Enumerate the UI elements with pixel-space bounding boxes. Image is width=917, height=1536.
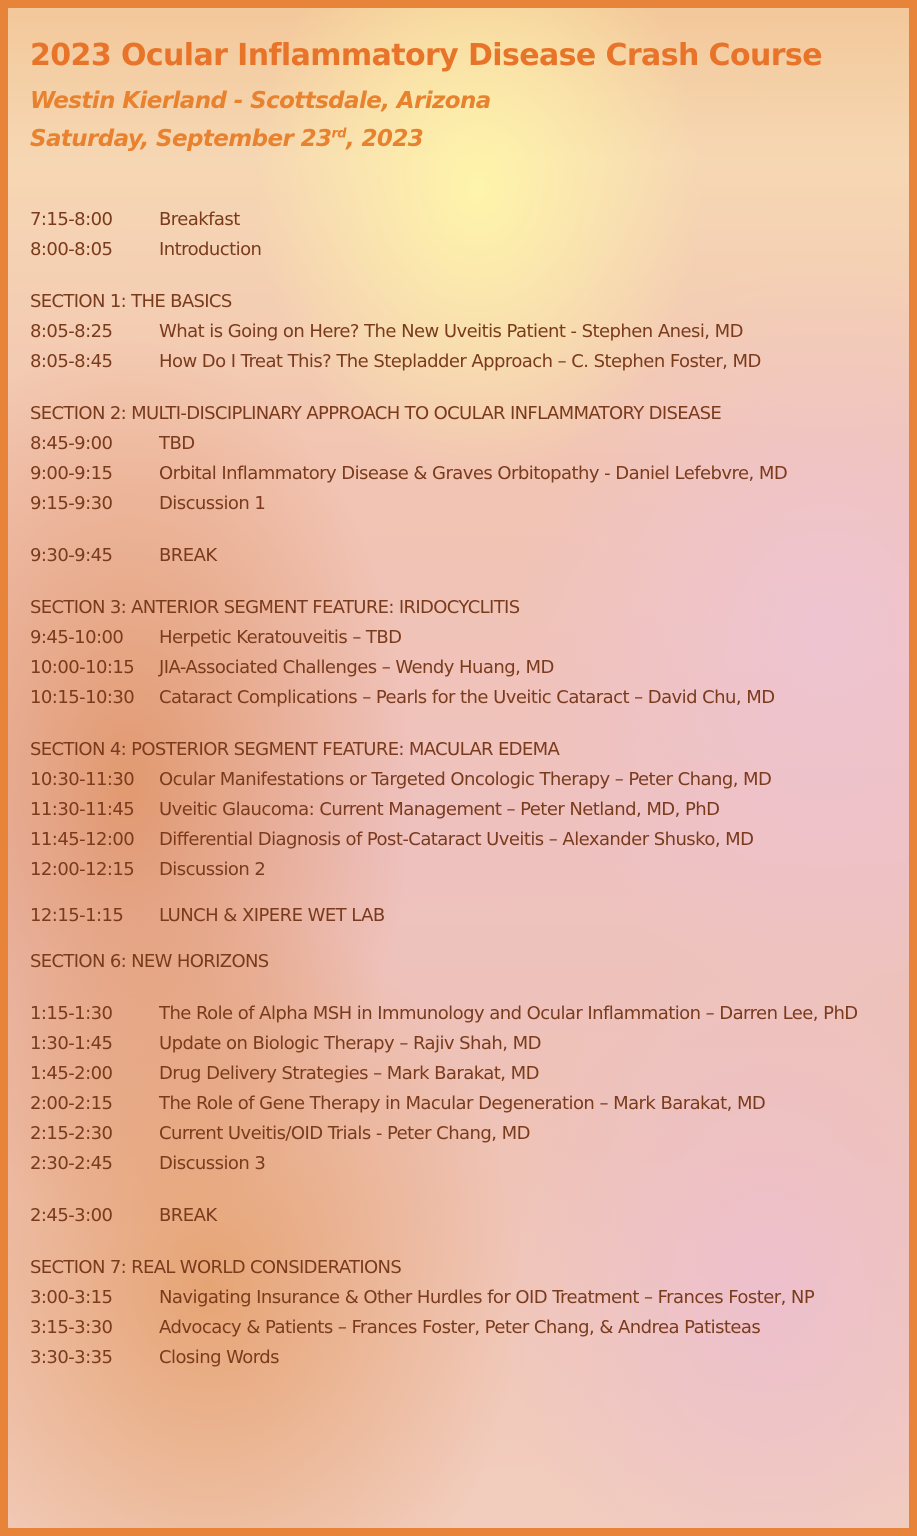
session-time: 1:15-1:30 — [30, 1002, 113, 1024]
session-title: Discussion 3 — [159, 1152, 266, 1174]
page-title: 2023 Ocular Inflammatory Disease Crash Course — [30, 38, 822, 73]
session-time: 2:45-3:00 — [30, 1204, 113, 1226]
break-row — [30, 1200, 890, 1230]
schedule-row — [30, 458, 890, 488]
session-time: 9:00-9:15 — [30, 462, 113, 484]
section-heading: SECTION 7: REAL WORLD CONSIDERATIONS — [30, 1256, 402, 1278]
schedule-row — [30, 1058, 890, 1088]
schedule-row — [30, 428, 890, 458]
session-title: Orbital Inflammatory Disease & Graves Orbitopathy - Daniel Lefebvre, MD — [159, 462, 788, 484]
schedule-row — [30, 316, 890, 346]
schedule-row — [30, 622, 890, 652]
session-time: 11:45-12:00 — [30, 828, 135, 850]
session-time: 12:15-1:15 — [30, 904, 124, 926]
spacer — [30, 570, 890, 592]
session-time: 10:15-10:30 — [30, 686, 135, 708]
session-title: How Do I Treat This? The Stepladder Approach – C. Stephen Foster, MD — [159, 350, 761, 372]
session-title: Discussion 1 — [159, 492, 266, 514]
schedule-row — [30, 854, 890, 884]
session-title: Update on Biologic Therapy – Rajiv Shah, MD — [159, 1032, 541, 1054]
session-title: BREAK — [159, 1204, 217, 1226]
venue-subtitle: Westin Kierland - Scottsdale, Arizona — [30, 88, 491, 114]
spacer — [30, 518, 890, 540]
schedule-row — [30, 1282, 890, 1312]
session-title: Navigating Insurance & Other Hurdles for OID Treatment – Frances Foster, NP — [159, 1286, 815, 1308]
spacer — [30, 884, 890, 900]
schedule-row — [30, 682, 890, 712]
session-title: Breakfast — [159, 208, 240, 230]
session-time: 8:45-9:00 — [30, 432, 113, 454]
session-title: Drug Delivery Strategies – Mark Barakat, MD — [159, 1062, 539, 1084]
session-title: The Role of Alpha MSH in Immunology and Ocular Inflammation – Darren Lee, PhD — [159, 1002, 858, 1024]
session-time: 12:00-12:15 — [30, 858, 135, 880]
schedule-row — [30, 1312, 890, 1342]
spacer — [30, 264, 890, 286]
session-title: What is Going on Here? The New Uveitis Patient - Stephen Anesi, MD — [159, 320, 743, 342]
session-title: JIA-Associated Challenges – Wendy Huang, MD — [159, 656, 554, 678]
break-row — [30, 540, 890, 570]
lunch-row — [30, 900, 890, 930]
session-title: Advocacy & Patients – Frances Foster, Peter Chang, & Andrea Patisteas — [159, 1316, 761, 1338]
session-time: 10:00-10:15 — [30, 656, 135, 678]
schedule-row — [30, 234, 890, 264]
session-title: Differential Diagnosis of Post-Cataract Uveitis – Alexander Shusko, MD — [159, 828, 754, 850]
session-time: 9:30-9:45 — [30, 544, 113, 566]
spacer — [30, 712, 890, 734]
session-time: 8:05-8:25 — [30, 320, 113, 342]
session-title: LUNCH & XIPERE WET LAB — [159, 904, 385, 926]
session-title: Herpetic Keratouveitis – TBD — [159, 626, 402, 648]
session-time: 3:00-3:15 — [30, 1286, 113, 1308]
date-year: , 2023 — [345, 126, 424, 152]
session-title: Discussion 2 — [159, 858, 266, 880]
session-title: TBD — [159, 432, 195, 454]
session-time: 1:30-1:45 — [30, 1032, 113, 1054]
section-heading: SECTION 2: MULTI-DISCIPLINARY APPROACH TO OCULAR INFLAMMATORY DISEASE — [30, 402, 722, 424]
session-title: BREAK — [159, 544, 217, 566]
date-ordinal: rd — [331, 126, 346, 142]
session-time: 7:15-8:00 — [30, 208, 113, 230]
session-title: Closing Words — [159, 1346, 280, 1368]
session-time: 9:45-10:00 — [30, 626, 124, 648]
schedule-row — [30, 824, 890, 854]
session-time: 8:00-8:05 — [30, 238, 113, 260]
schedule-row — [30, 1148, 890, 1178]
session-time: 8:05-8:45 — [30, 350, 113, 372]
schedule-row — [30, 794, 890, 824]
session-title: Uveitic Glaucoma: Current Management – Peter Netland, MD, PhD — [159, 798, 720, 820]
spacer — [30, 1178, 890, 1200]
spacer — [30, 930, 890, 946]
session-time: 1:45-2:00 — [30, 1062, 113, 1084]
spacer — [30, 976, 890, 998]
session-title: Introduction — [159, 238, 262, 260]
spacer — [30, 1230, 890, 1252]
session-time: 2:30-2:45 — [30, 1152, 113, 1174]
schedule-row — [30, 764, 890, 794]
section-heading: SECTION 4: POSTERIOR SEGMENT FEATURE: MACULAR EDEMA — [30, 738, 560, 760]
session-time: 10:30-11:30 — [30, 768, 135, 790]
session-time: 9:15-9:30 — [30, 492, 113, 514]
session-title: Current Uveitis/OID Trials - Peter Chang, MD — [159, 1122, 530, 1144]
section-heading: SECTION 3: ANTERIOR SEGMENT FEATURE: IRIDOCYCLITIS — [30, 596, 520, 618]
date-subtitle — [30, 126, 423, 152]
schedule-row — [30, 488, 890, 518]
date-text: Saturday, September 23 — [30, 126, 332, 152]
schedule-row — [30, 1118, 890, 1148]
session-time: 11:30-11:45 — [30, 798, 135, 820]
schedule — [30, 204, 890, 1372]
session-time: 2:15-2:30 — [30, 1122, 113, 1144]
session-title: Cataract Complications – Pearls for the Uveitic Cataract – David Chu, MD — [159, 686, 775, 708]
session-time: 3:30-3:35 — [30, 1346, 113, 1368]
section-heading: SECTION 6: NEW HORIZONS — [30, 950, 269, 972]
session-time: 3:15-3:30 — [30, 1316, 113, 1338]
session-time: 2:00-2:15 — [30, 1092, 113, 1114]
schedule-row — [30, 1028, 890, 1058]
schedule-row — [30, 652, 890, 682]
schedule-row — [30, 204, 890, 234]
spacer — [30, 376, 890, 398]
schedule-row — [30, 346, 890, 376]
section-heading: SECTION 1: THE BASICS — [30, 290, 232, 312]
session-title: The Role of Gene Therapy in Macular Degeneration – Mark Barakat, MD — [159, 1092, 766, 1114]
schedule-row — [30, 998, 890, 1028]
schedule-row — [30, 1088, 890, 1118]
schedule-row — [30, 1342, 890, 1372]
session-title: Ocular Manifestations or Targeted Oncologic Therapy – Peter Chang, MD — [159, 768, 772, 790]
